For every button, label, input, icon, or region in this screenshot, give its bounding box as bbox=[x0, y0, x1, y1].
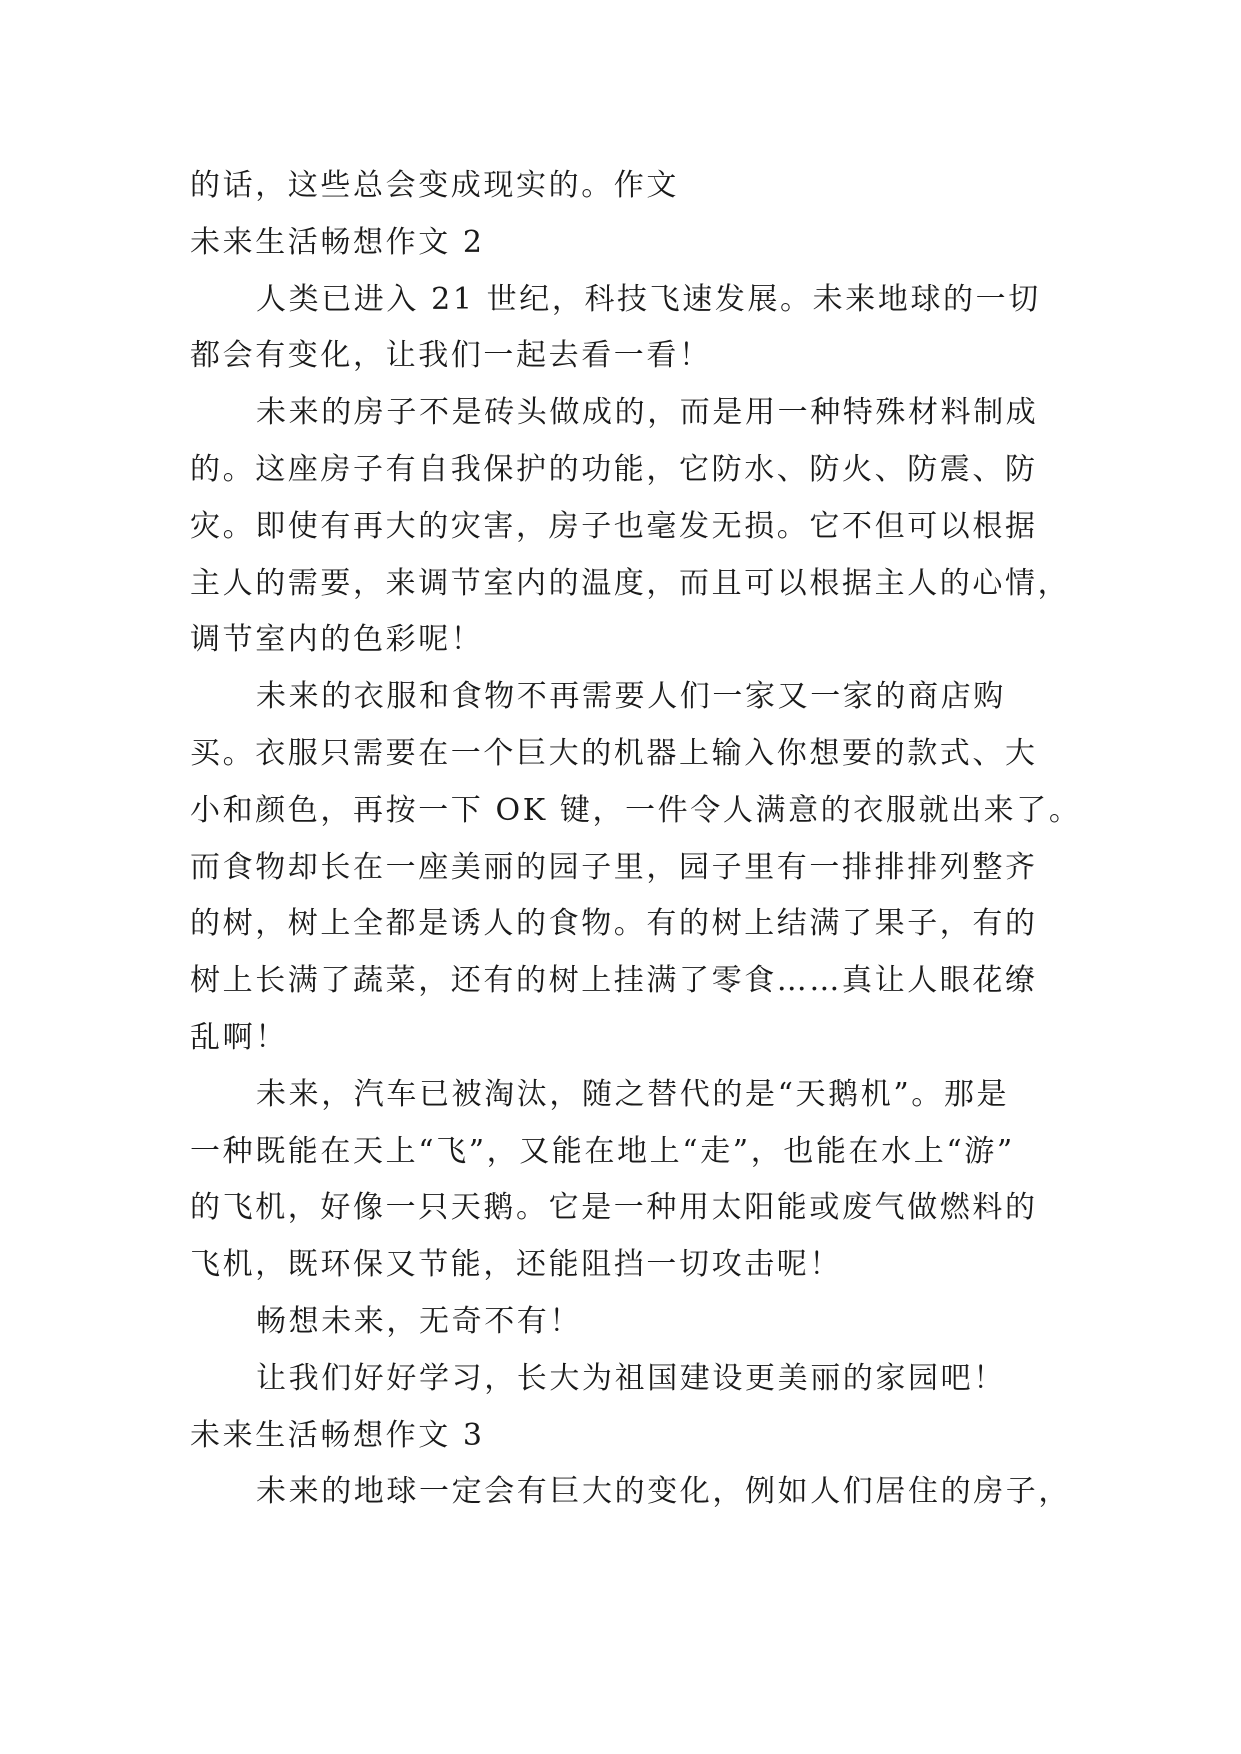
text-line: 调节室内的色彩呢！ bbox=[190, 622, 484, 658]
text-line: 灾。即使有再大的灾害，房子也毫发无损。它不但可以根据 bbox=[190, 508, 1038, 544]
section-heading: 未来生活畅想作文 3 bbox=[190, 1417, 485, 1453]
text-line: 一种既能在天上“飞”，又能在地上“走”，也能在水上“游” bbox=[190, 1133, 1015, 1169]
text-line: 的话，这些总会变成现实的。作文 bbox=[190, 168, 679, 203]
text-line: 的飞机，好像一只天鹅。它是一种用太阳能或废气做燃料的 bbox=[190, 1190, 1038, 1226]
text-line: 的。这座房子有自我保护的功能，它防水、防火、防震、防 bbox=[190, 451, 1038, 487]
document-body bbox=[190, 158, 1082, 1521]
text-line: 而食物却长在一座美丽的园子里，园子里有一排排排列整齐 bbox=[190, 849, 1038, 885]
text-line: 未来，汽车已被淘汰，随之替代的是“天鹅机”。那是 bbox=[256, 1076, 1010, 1112]
text-line: 未来的房子不是砖头做成的，而是用一种特殊材料制成 bbox=[256, 395, 1039, 431]
text-line: 未来的衣服和食物不再需要人们一家又一家的商店购 bbox=[256, 679, 1006, 715]
section-heading: 未来生活畅想作文 2 bbox=[190, 224, 485, 260]
text-line: 乱啊！ bbox=[190, 1019, 288, 1055]
text-line: 人类已进入 21 世纪，科技飞速发展。未来地球的一切 bbox=[256, 281, 1041, 317]
text-line: 的树，树上全都是诱人的食物。有的树上结满了果子，有的 bbox=[190, 906, 1038, 942]
text-line: 买。衣服只需要在一个巨大的机器上输入你想要的款式、大 bbox=[190, 735, 1038, 771]
text-line: 树上长满了蔬菜，还有的树上挂满了零食……真让人眼花缭 bbox=[190, 963, 1038, 999]
text-line: 飞机，既环保又节能，还能阻挡一切攻击呢！ bbox=[190, 1247, 842, 1283]
text-line: 未来的地球一定会有巨大的变化，例如人们居住的房子， bbox=[256, 1474, 1071, 1510]
text-line: 主人的需要，来调节室内的温度，而且可以根据主人的心情， bbox=[190, 565, 1071, 601]
text-line: 都会有变化，让我们一起去看一看！ bbox=[190, 338, 712, 374]
text-line: 畅想未来，无奇不有！ bbox=[256, 1303, 582, 1339]
text-line: 小和颜色，再按一下 OK 键，一件令人满意的衣服就出来了。 bbox=[190, 792, 1082, 828]
text-line: 让我们好好学习，长大为祖国建设更美丽的家园吧！ bbox=[256, 1360, 1006, 1396]
